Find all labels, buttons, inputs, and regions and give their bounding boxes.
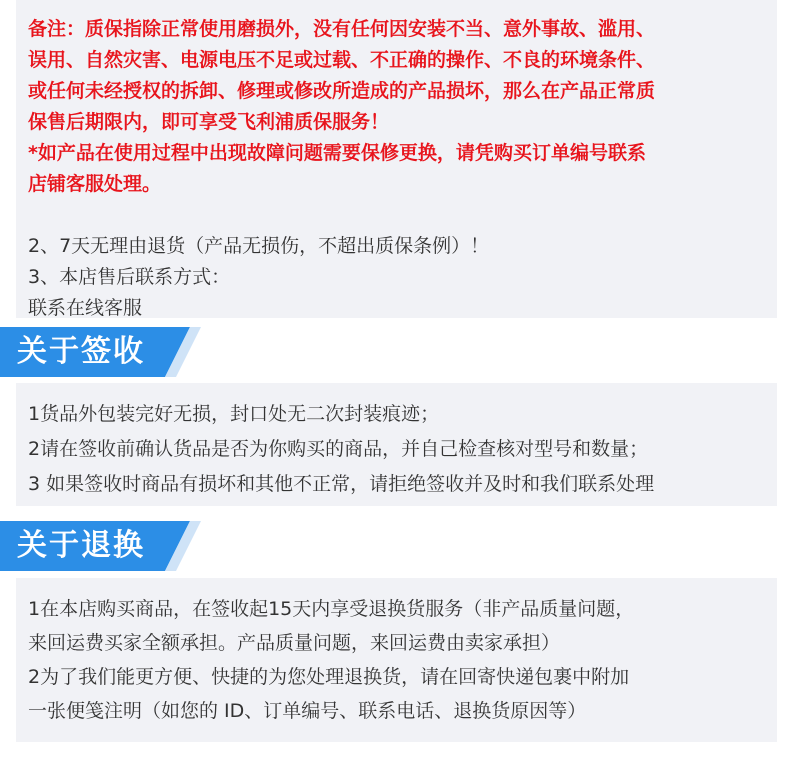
sign-section-banner [0,327,790,377]
notice-panel [16,0,777,318]
return-section-panel [16,578,777,742]
sign-section-title: 关于签收 [17,334,145,369]
contact-heading-line: 3、本店售后联系方式： [28,266,231,288]
return-rule-line: 2为了我们能更方便、快捷的为您处理退换货，请在回寄快递包裹中附加 [28,666,630,688]
warranty-note-line: 或任何未经授权的拆卸、修理或修改所造成的产品损坏，那么在产品正常质 [28,80,656,102]
sign-section-panel [16,383,777,506]
repair-note-line: *如产品在使用过程中出现故障问题需要保修更换，请凭购买订单编号联系 [28,142,646,164]
sign-rule-line: 2请在签收前确认货品是否为你购买的商品，并自己检查核对型号和数量； [28,438,649,460]
return-rule-line: 1在本店购买商品，在签收起15天内享受退换货服务（非产品质量问题， [28,598,635,620]
sign-rule-line: 3 如果签收时商品有损坏和其他不正常，请拒绝签收并及时和我们联系处理 [28,473,655,495]
warranty-note-line: 备注：质保指除正常使用磨损外，没有任何因安装不当、意外事故、滥用、 [28,18,656,40]
sign-rule-line: 1货品外包装完好无损，封口处无二次封装痕迹； [28,403,440,425]
contact-online-service: 联系在线客服 [28,297,143,319]
return-section-banner [0,521,790,571]
warranty-note-line: 误用、自然灾害、电源电压不足或过载、不正确的操作、不良的环境条件、 [28,49,656,71]
return-rule-line: 一张便笺注明（如您的 ID、订单编号、联系电话、退换货原因等） [28,700,587,722]
warranty-note-line: 保售后期限内，即可享受飞利浦质保服务！ [28,111,390,133]
return-rule-line: 来回运费买家全额承担。产品质量问题，来回运费由卖家承担） [28,632,561,654]
return-policy-line: 2、7天无理由退货（产品无损伤，不超出质保条例）！ [28,235,490,257]
return-section-title: 关于退换 [17,528,145,563]
repair-note-line: 店铺客服处理。 [28,173,162,195]
